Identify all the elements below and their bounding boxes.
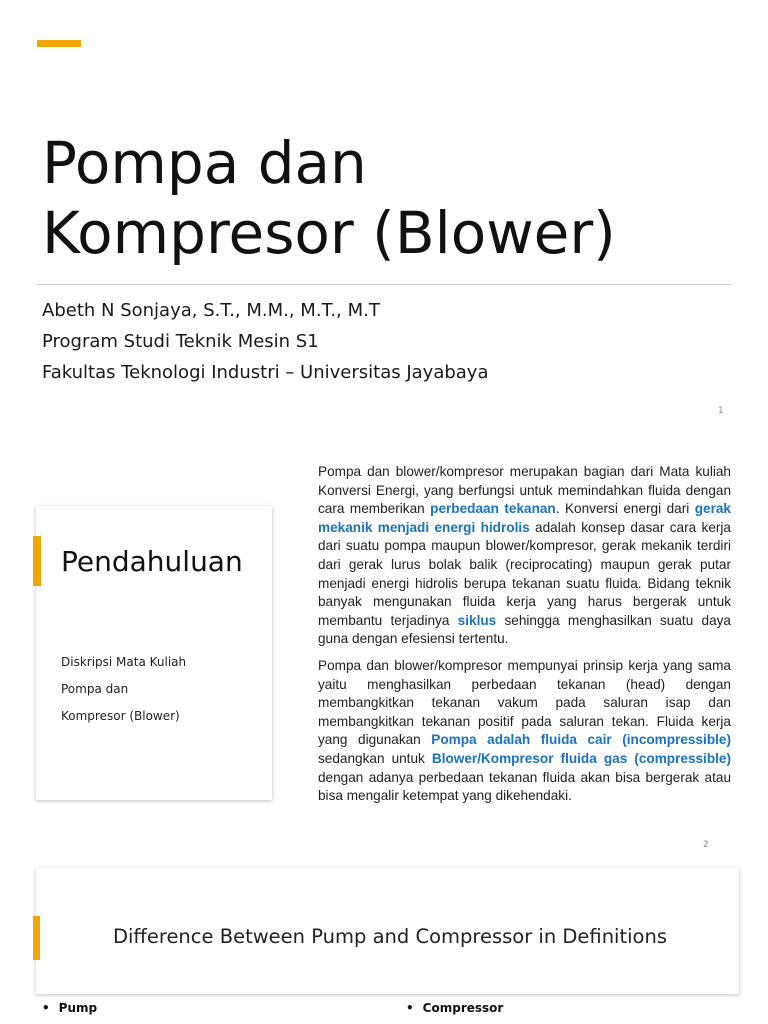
page-number: 2: [703, 840, 709, 850]
faculty-name: Fakultas Teknologi Industri – Universitas Jayabaya: [42, 362, 489, 383]
text-run: sehingga menghasilkan suatu daya guna dengan efesiensi tertentu.: [318, 612, 731, 647]
body-text: [318, 463, 731, 814]
paragraph: [318, 657, 731, 806]
bullet-dot: •: [406, 1001, 414, 1015]
author-name: Abeth N Sonjaya, S.T., M.M., M.T., M.T: [42, 300, 380, 321]
bullet-item: [406, 1001, 503, 1015]
highlight-term: siklus: [457, 612, 497, 628]
text-run: . Konversi energi dari: [555, 501, 695, 517]
title-line-2: Kompresor (Blower): [42, 199, 616, 267]
accent-bar: [33, 916, 40, 960]
text-run: adalah konsep dasar cara kerja dari suatu pompa maupun blower/kompresor, gerak mekanik terdiri dari gerak lurus bolak balik (reciprocating) maupun gerak putar menjadi energi hidrolis berupa tekanan suatu fluida. Bidang teknik banyak mengunakan fluida kerja yang harus bergerak untuk membantu terjadinya: [318, 519, 731, 628]
title-line-1: Pompa dan: [42, 129, 367, 197]
highlight-term: perbedaan tekanan: [430, 501, 556, 517]
bullet-label: Pump: [58, 1001, 98, 1015]
text-run: Pompa dan blower/kompresor merupakan bagian dari Mata kuliah Konversi Energi, yang berfungsi untuk memindahkan fluida dengan cara memberikan: [318, 464, 731, 517]
paragraph: [318, 463, 731, 649]
bullet-dot: •: [42, 1001, 50, 1015]
page-number: 1: [718, 406, 724, 416]
card-line: Diskripsi Mata Kuliah: [61, 655, 187, 669]
bullet-label: Compressor: [422, 1001, 504, 1015]
accent-bar: [37, 40, 81, 47]
text-run: sedangkan untuk: [318, 750, 432, 766]
card-line: Kompresor (Blower): [61, 709, 180, 723]
section-heading: Pendahuluan: [61, 545, 243, 578]
section-heading: Difference Between Pump and Compressor in Definitions: [112, 925, 667, 948]
accent-bar: [33, 536, 41, 586]
text-run: Pompa dan blower/kompresor mempunyai prinsip kerja yang sama yaitu menghasilkan perbedaan tekanan (head) dengan membangkitkan tekanan vakum pada saluran isap dan membangkitkan tekanan positif pada saluran tekan. Fluida kerja yang digunakan: [318, 657, 731, 748]
text-run: dengan adanya perbedaan tekanan fluida akan bisa bergerak atau bisa mengalir ketempat yang dikehendaki.: [318, 769, 731, 804]
highlight-term: Blower/Kompresor fluida gas (compressible): [431, 750, 732, 766]
bullet-item: [42, 1001, 97, 1015]
card-line: Pompa dan: [61, 682, 129, 696]
program-name: Program Studi Teknik Mesin S1: [42, 331, 319, 352]
highlight-term: Pompa adalah fluida cair (incompressible): [431, 732, 731, 748]
divider: [37, 284, 731, 285]
highlight-term: gerak mekanik menjadi energi hidrolis: [318, 501, 731, 535]
page-title: [42, 128, 742, 268]
